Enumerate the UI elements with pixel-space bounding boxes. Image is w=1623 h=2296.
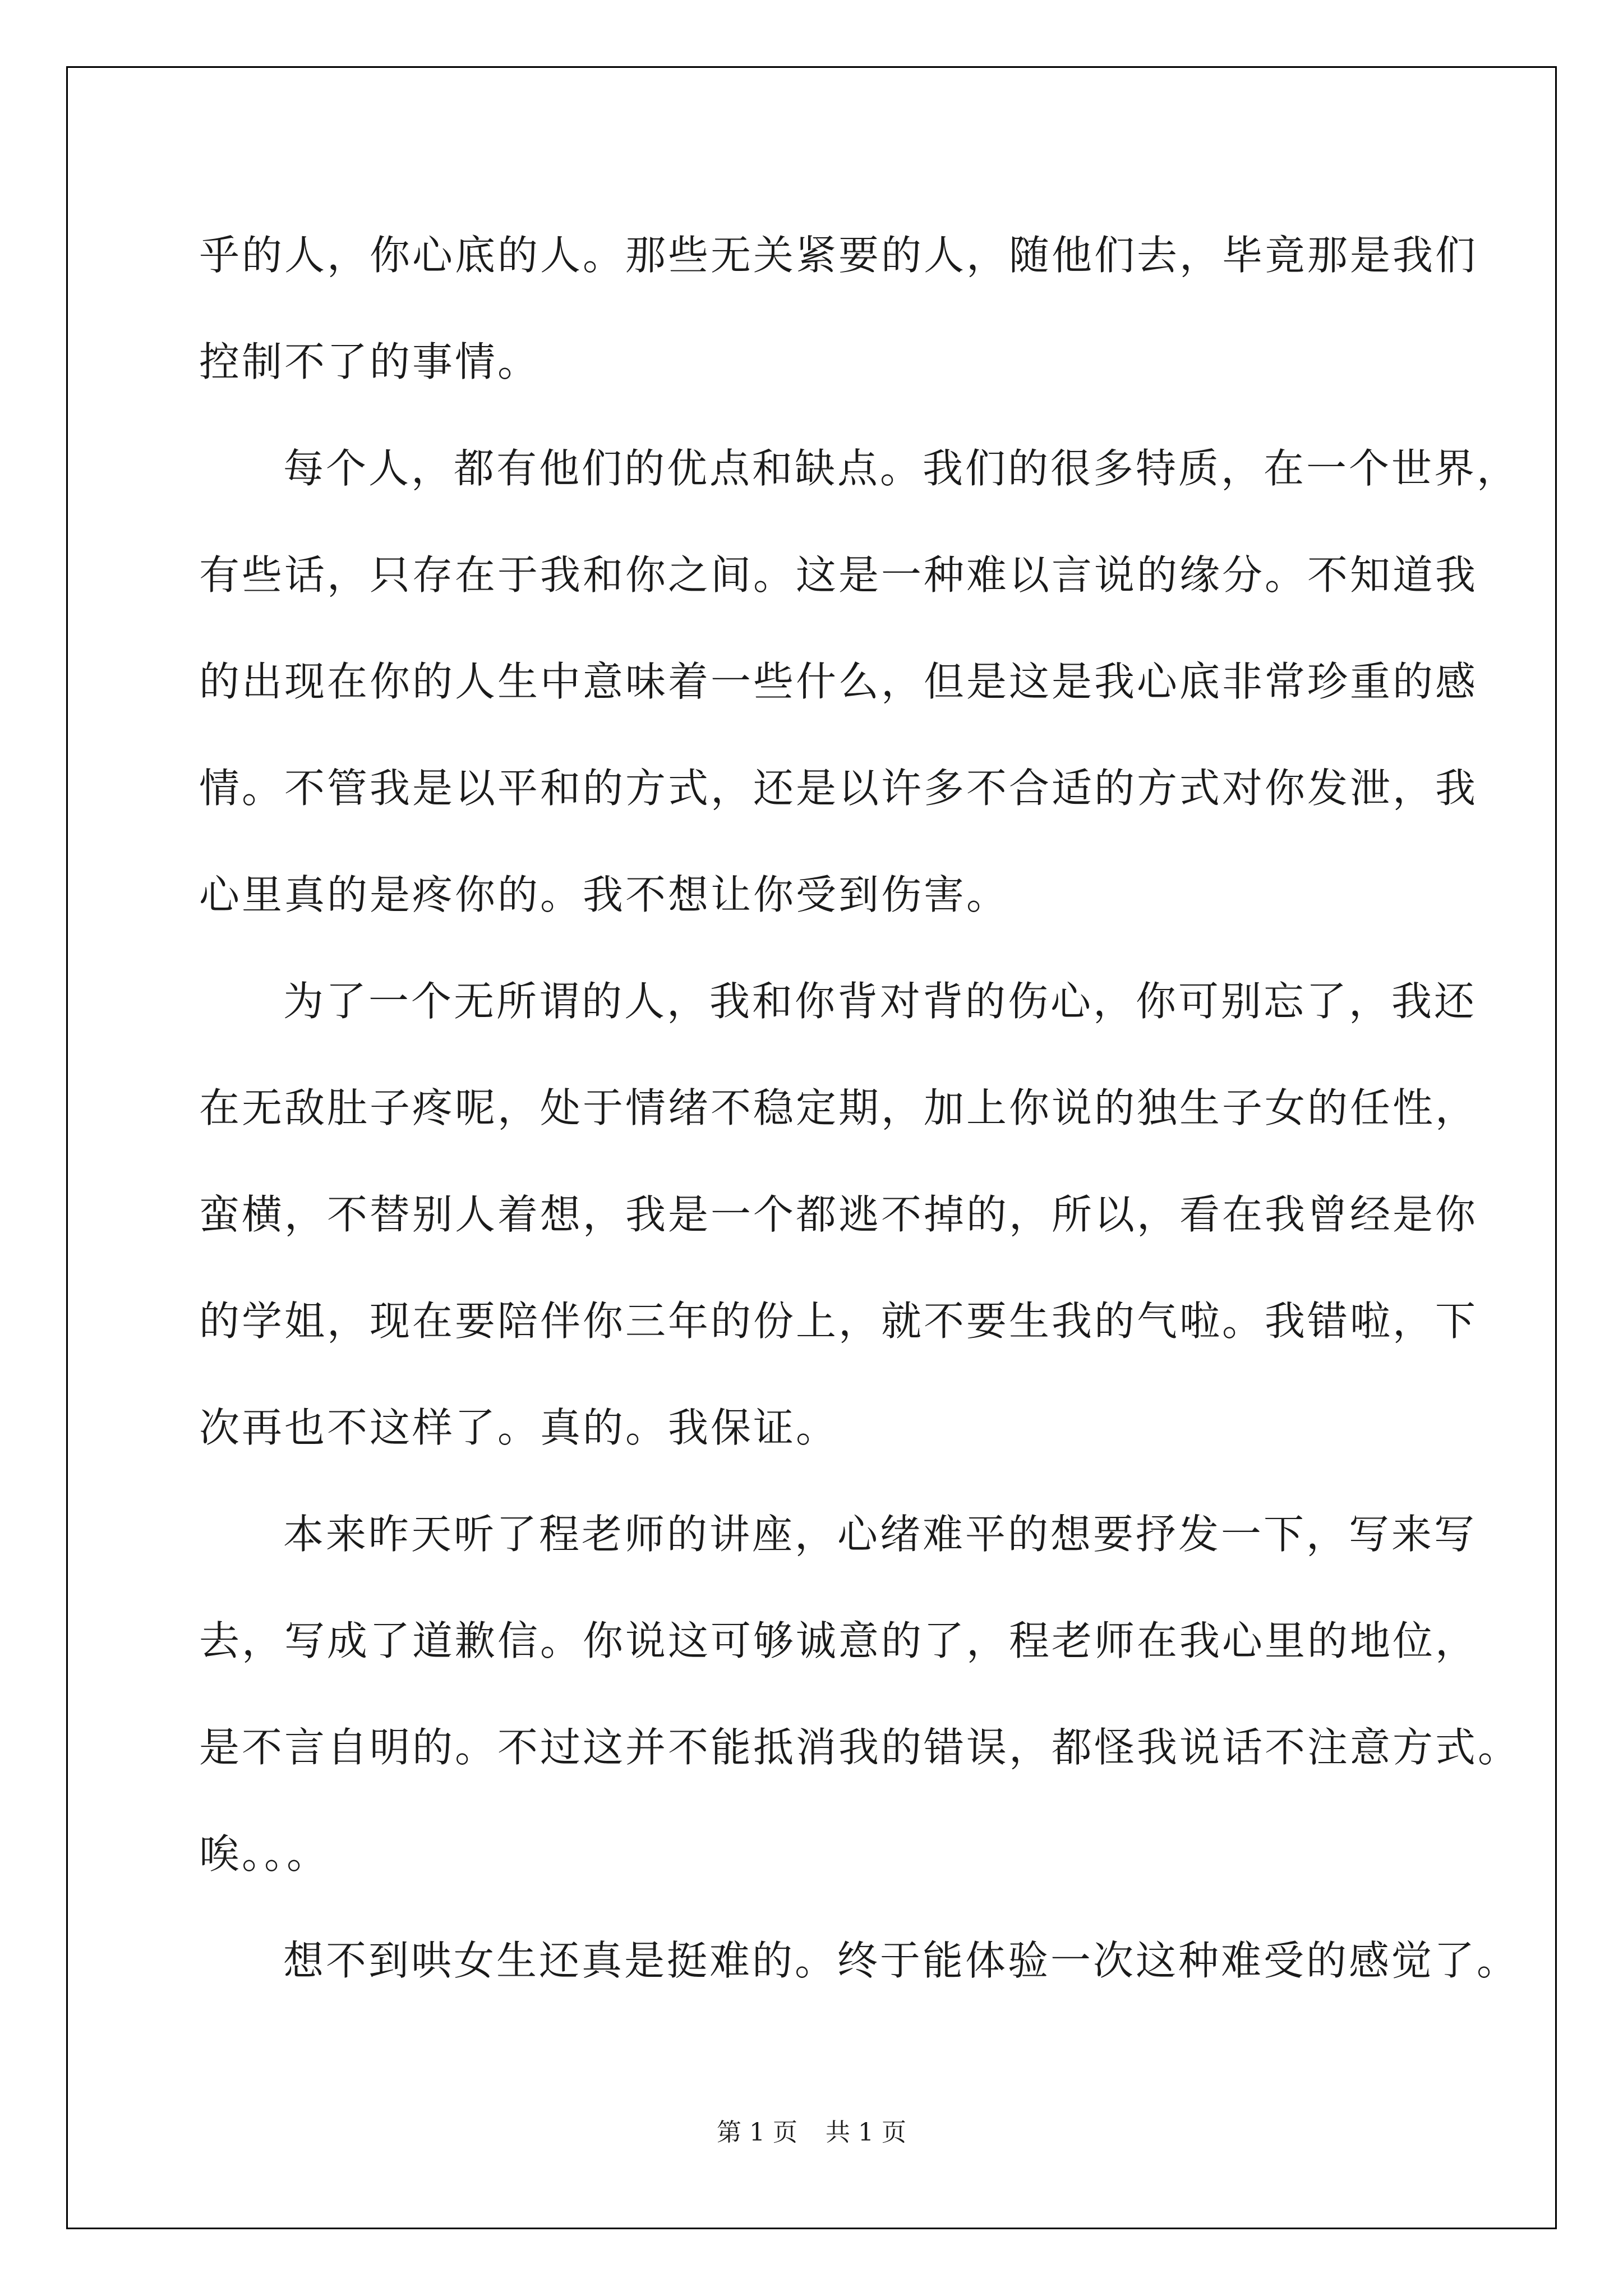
text-line: 有些话，只存在于我和你之间。这是一种难以言说的缘分。不知道我 <box>199 551 1478 599</box>
paragraph-start-line: 每个人，都有他们的优点和缺点。我们的很多特质，在一个世界， <box>283 445 1520 492</box>
text-line: 是不言自明的。不过这并不能抵消我的错误，都怪我说话不注意方式。 <box>199 1724 1521 1771</box>
document-body <box>199 202 1521 2014</box>
text-line: 乎的人，你心底的人。那些无关紧要的人，随他们去，毕竟那是我们 <box>199 232 1478 279</box>
text-line: 次再也不这样了。真的。我保证。 <box>199 1404 839 1451</box>
text-line: 唉。。。 <box>199 1830 330 1878</box>
paragraph-start-line: 本来昨天听了程老师的讲座，心绪难平的想要抒发一下，写来写 <box>283 1511 1477 1558</box>
text-line: 控制不了的事情。 <box>199 338 541 385</box>
text-line: 心里真的是疼你的。我不想让你受到伤害。 <box>199 871 1009 918</box>
text-line: 蛮横，不替别人着想，我是一个都逃不掉的，所以，看在我曾经是你 <box>199 1191 1478 1238</box>
text-line: 去，写成了道歉信。你说这可够诚意的了，程老师在我心里的地位， <box>199 1617 1478 1664</box>
text-line: 在无敌肚子疼呢，处于情绪不稳定期，加上你说的独生子女的任性， <box>199 1084 1478 1131</box>
paragraph-start-line: 想不到哄女生还真是挺难的。终于能体验一次这种难受的感觉了。 <box>283 1937 1520 1984</box>
total-pages: 共 1 页 <box>826 2118 906 2147</box>
text-line: 情。不管我是以平和的方式，还是以许多不合适的方式对你发泄，我 <box>199 765 1478 812</box>
text-line: 的学姐，现在要陪伴你三年的份上，就不要生我的气啦。我错啦，下 <box>199 1297 1478 1345</box>
page-number: 第 1 页 <box>717 2118 797 2147</box>
page-footer <box>0 2112 1623 2148</box>
paragraph-start-line: 为了一个无所谓的人，我和你背对背的伤心，你可别忘了，我还 <box>283 978 1477 1025</box>
text-line: 的出现在你的人生中意味着一些什么，但是这是我心底非常珍重的感 <box>199 658 1478 705</box>
